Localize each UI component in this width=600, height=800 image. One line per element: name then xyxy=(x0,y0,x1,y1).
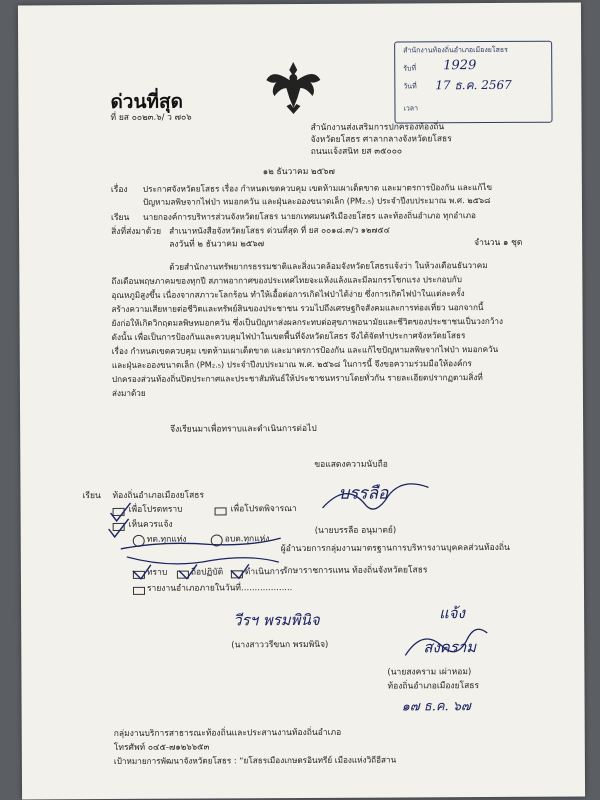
routing-to-label: เรียน xyxy=(82,491,101,502)
paragraph-line: ด้วยสำนักงานทรัพยากรธรรมชาติและสิ่งแวดล้อมจังหวัดยโสธรแจ้งว่า ในห้วงเดือนธันวาคม xyxy=(169,260,488,272)
attachment-count: จำนวน ๑ ชุด xyxy=(474,237,523,249)
document-number: ที่ ยส ๐๐๒๓.๖/ ว ๗๐๖ xyxy=(110,112,192,123)
district-date: ๑๗ ธ.ค. ๖๗ xyxy=(401,699,471,715)
routing-check: ทราบ xyxy=(146,567,168,578)
attachment-text: สำเนาหนังสือจังหวัดยโสธร ด่วนที่สุด ที่ ยส ๐๐๑๘.๓/ว ๑๒๗๕๔ xyxy=(169,224,390,236)
document-page xyxy=(18,3,585,800)
routing-ring-left: ทต.ทุกแห่ง xyxy=(146,534,187,545)
signer-name: (นายบรรลือ อนุมาตย์) xyxy=(314,525,397,536)
closing-text: ขอแสดงความนับถือ xyxy=(314,459,388,470)
routing-check: ดำเนินการ xyxy=(244,567,285,578)
request-paragraph: จึงเรียนมาเพื่อทราบและดำเนินการต่อไป xyxy=(170,423,317,435)
recipient-text: นายกองค์การบริหารส่วนจังหวัดยโสธร นายกเทศมนตรีเมืองยโสธร และท้องถิ่นอำเภอ ทุกอำเภอ xyxy=(143,210,476,222)
handwritten-ticks xyxy=(101,498,292,599)
paragraph-line: อุณหภูมิสูงขึ้น เนื่องจากสภาวะโลกร้อน ทำให้เอื้อต่อการเกิดไฟป่าได้ง่าย ซึ่งการเกิดไฟป่าในแต่ละครั้ง xyxy=(111,288,465,300)
signer-position-2: รักษาราชการแทน ท้องถิ่นจังหวัดยโสธร xyxy=(282,565,428,577)
paragraph-line: ดังนั้น เพื่อเป็นการป้องกันและควบคุมไฟป่าในเขตพื้นที่จังหวัดยโสธร จึงได้จัดทำประกาศจังหวัดยโสธร xyxy=(111,330,466,342)
routing-report-line: รายงานอำเภอภายในวันที่................... xyxy=(146,583,293,594)
district-officer-name: (นายสงคราม เผ่าหอม) xyxy=(387,667,472,678)
paragraph-line: สร้างความเสียหายต่อชีวิตและทรัพย์สินของประชาชน รวมไปถึงเศรษฐกิจสังคมและการท่องเที่ยว นอกจากนี้ xyxy=(111,302,484,314)
district-signature-flourish xyxy=(401,619,491,663)
garuda-emblem-icon xyxy=(262,58,324,116)
subject-line-2: ปัญหามลพิษจากไฟป่า หมอกควัน และฝุ่นละอองขนาดเล็ก (PM₂.₅) ประจำปีงบประมาณ พ.ศ. ๒๕๖๘ xyxy=(142,195,491,207)
routing-ring-right: อบต.ทุกแห่ง xyxy=(224,534,270,545)
recipient-label: เรียน xyxy=(111,212,130,223)
routing-option: เห็นควรแจ้ง xyxy=(128,519,173,530)
attachment-label: สิ่งที่ส่งมาด้วย xyxy=(111,226,162,237)
routing-option: เพื่อโปรดทราบ xyxy=(128,504,183,515)
paragraph-line: ถึงเดือนพฤษภาคมของทุกปี สภาพอากาศของประเทศไทยจะแห้งแล้งและมีลมกรรโชกแรง ประกอบกับ xyxy=(111,274,462,286)
stamp-date-label: วันที่ xyxy=(403,82,417,91)
signature-flourish xyxy=(316,477,436,524)
stamp-date: 17 ธ.ค. 2567 xyxy=(435,77,512,93)
paragraph-line: ยังก่อให้เกิดวิกฤตมลพิษหมอกควัน ซึ่งเป็นปัญหาส่งผลกระทบต่อสุขภาพอนามัยและชีวิตของประชาชนเป็นวงกว้าง xyxy=(111,315,504,328)
attachment-date: ลงวันที่ ๒ ธันวาคม ๒๕๖๗ xyxy=(169,239,265,250)
document-date: ๑๒ ธันวาคม ๒๕๖๗ xyxy=(262,166,335,178)
footer-department: กลุ่มงานบริการสาธารณะท้องถิ่นและประสานงานท้องถิ่นอำเภอ xyxy=(113,727,342,739)
receipt-stamp xyxy=(394,41,552,124)
subject-label: เรื่อง xyxy=(110,184,128,195)
routing-option-right: เพื่อโปรดพิจารณา xyxy=(230,504,297,515)
footer-phone: โทรศัพท์ ๐๔๕-๗๑๒๖๖๕๓ xyxy=(113,742,210,753)
routing-to-value: ท้องถิ่นอำเภอเมืองยโสธร xyxy=(112,490,205,501)
footer-goal: เป้าหมายการพัฒนาจังหวัดยโสธร : “ยโสธรเมืองเกษตรอินทรีย์ เมืองแห่งวิถีอีสาน xyxy=(113,754,397,766)
paragraph-line: ปกครองส่วนท้องถิ่นปิดประกาศและประชาสัมพันธ์ให้ประชาชนทราบโดยทั่วกัน รายละเอียดปรากฏตามสิ่งที่ xyxy=(111,372,483,384)
main-signature: บรรลือ xyxy=(338,483,389,504)
district-signature: สงคราม xyxy=(423,638,477,657)
paragraph-line: เรื่อง กำหนดเขตควบคุม เขตห้ามเผาเด็ดขาด และมาตรการป้องกัน และแก้ไขปัญหามลพิษจากไฟป่า หมอกควัน xyxy=(111,343,499,356)
sender-line-1: สำนักงานส่งเสริมการปกครองท้องถิ่น xyxy=(310,122,445,133)
sender-line-3: ถนนแจ้งสนิท ยส ๓๕๐๐๐ xyxy=(310,146,403,157)
stamp-time-label: เวลา xyxy=(403,104,419,113)
approval-note: แจ้ง xyxy=(439,604,465,623)
clerk-name: (นางสาววรีขนก พรมพินิจ) xyxy=(231,639,329,651)
routing-check: ถือปฏิบัติ xyxy=(190,567,224,578)
urgent-title: ด่วนที่สุด xyxy=(110,90,183,113)
stamp-recv-number: 1929 xyxy=(443,58,477,74)
district-officer-position: ท้องถิ่นอำเภอเมืองยโสธร xyxy=(387,681,480,692)
stamp-office: สำนักงานท้องถิ่นอำเภอเมืองยโสธร xyxy=(403,45,508,55)
paragraph-line: และฝุ่นละอองขนาดเล็ก (PM₂.₅) ประจำปีงบประมาณ พ.ศ. ๒๕๖๘ ในการนี้ จึงขอความร่วมมือให้องค์กร xyxy=(111,358,472,370)
paragraph-line: ส่งมาด้วย xyxy=(111,387,146,398)
clerk-signature: วีรฯ พรมพินิจ xyxy=(233,610,320,630)
subject-line-1: ประกาศจังหวัดยโสธร เรื่อง กำหนดเขตควบคุม เขตห้ามเผาเด็ดขาด และมาตรการป้องกัน และแก้ไข xyxy=(142,181,493,194)
sender-line-2: จังหวัดยโสธร ศาลากลางจังหวัดยโสธร xyxy=(310,134,452,145)
stamp-recv-label: รับที่ xyxy=(403,64,417,73)
signer-position-1: ผู้อำนวยการกลุ่มงานมาตรฐานการบริหารงานบุคคลส่วนท้องถิ่น xyxy=(280,542,510,555)
